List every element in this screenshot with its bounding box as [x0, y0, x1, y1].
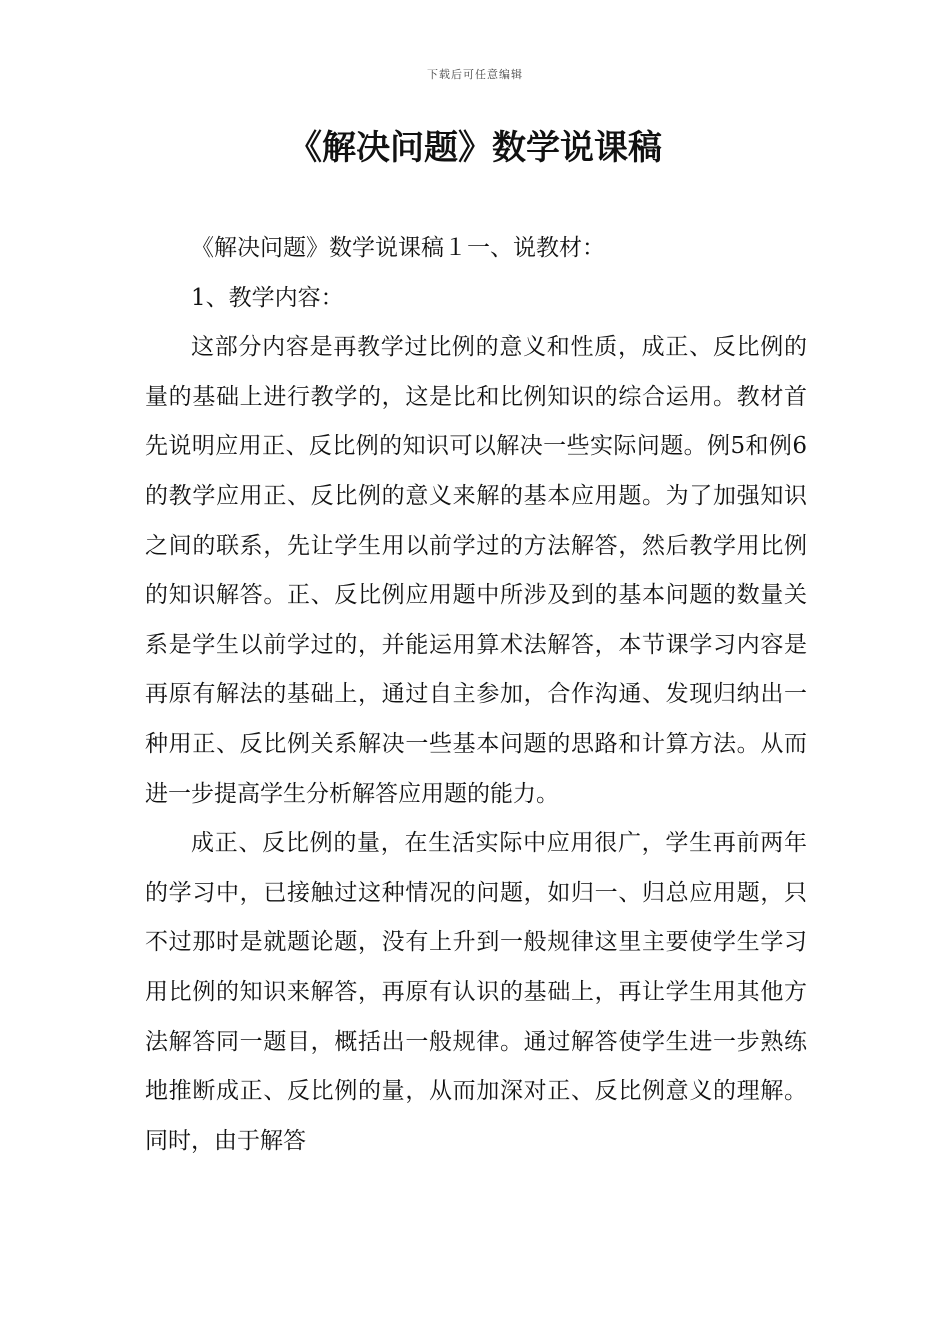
- document-title: 《解决问题》数学说课稿: [288, 128, 662, 168]
- paragraph-content: 这部分内容是再教学过比例的意义和性质，成正、反比例的量的基础上进行教学的，这是比和比例知识的综合运用。教材首先说明应用正、反比例的知识可以解决一些实际问题。例5和例6的教学应用正、反比例的意义来解的基本应用题。为了加强知识之间的联系，先让学生用以前学过的方法解答，然后教学用比例的知识解答。正、反比例应用题中所涉及到的基本问题的数量关系是学生以前学过的，并能运用算术法解答，本节课学习内容是再原有解法的基础上，通过自主参加，合作沟通、发现归纳出一种用正、反比例关系解决一些基本问题的思路和计算方法。从而进一步提高学生分析解答应用题的能力。: [145, 334, 807, 807]
- header-note: 下载后可任意编辑: [427, 68, 523, 81]
- paragraph-section-heading: 1、教学内容：: [191, 284, 344, 311]
- paragraph-content: 成正、反比例的量，在生活实际中应用很广，学生再前两年的学习中，已接触过这种情况的问题，如归一、归总应用题，只不过那时是就题论题，没有上升到一般规律这里主要使学生学习用比例的知识来解答，再原有认识的基础上，再让学生用其他方法解答同一题目，概括出一般规律。通过解答使学生进一步熟练地推断成正、反比例的量，从而加深对正、反比例意义的理解。同时，由于解答: [145, 830, 807, 1154]
- document-body: [145, 224, 807, 1166]
- paragraph-intro: 《解决问题》数学说课稿１一、说教材：: [191, 235, 605, 261]
